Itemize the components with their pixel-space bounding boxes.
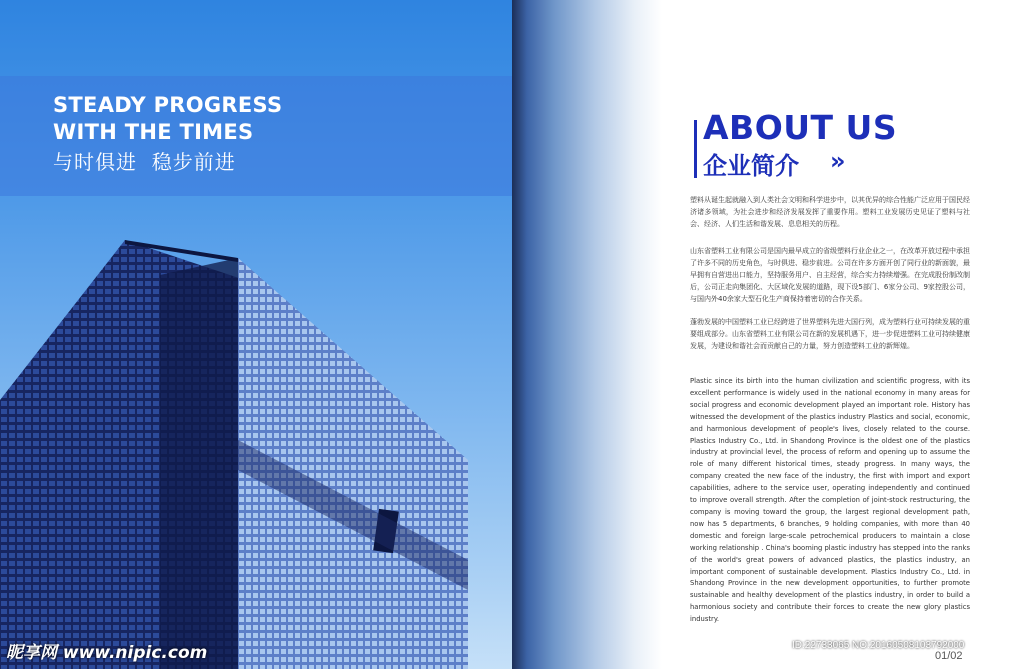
- building-dark-core: [160, 258, 238, 669]
- watermark-id: ID:22733065 NO:20160508103792000: [792, 640, 965, 651]
- page-fold-shadow: [512, 0, 662, 669]
- right-page: [512, 0, 1024, 669]
- en-paragraph: Plastic since its birth into the human civilization and scientific progress, with its excellent performance is widely used in the national economy in many areas for social progress and economic development played an important role. History has witnessed the development of the plastics industry Plastics and social, economic, and harmonious development of people's lives, closely related to the course. Plastics Industry Co., Ltd. in Shandong Province is the oldest one of the plastics industry at provincial level, the process of reform and opening up to assume the role of many different historical times, steady progress. In many ways, the company created the new face of the industry, the first with import and export capabilities, adhere to the service user, operating independently and continued to improve overall strength. After the completion of joint-stock restructuring, the company is moving toward the group, the largest regional development path, now has 5 departments, 6 branches, 9 holding companies, with more than 40 domestic and foreign large-scale petrochemical producers to maintain a close working relationship . China's booming plastic industry has stepped into the ranks of the world's great powers of advanced plastics, the plastics industry, an important component of sustainable development. Plastics Industry Co., Ltd. in Shandong Province in the new development opportunities, to further promote sustainable and healthy development of the plastics industry, in order to build a harmonious society and contribute their forces to create the new glory plastics industry.: [690, 377, 970, 624]
- headline: STEADY PROGRESS WITH THE TIMES: [53, 93, 283, 144]
- subheadline: 与时俱进 稳步前进: [53, 150, 236, 174]
- title-en: ABOUT US: [703, 108, 898, 147]
- cn-paragraph-1: 塑料从诞生起就融入到人类社会文明和科学进步中，以其优异的综合性能广泛应用于国民经济诸多领域，为社会进步和经济发展发挥了重要作用。塑料工业发展历史见证了塑料与社会、经济、人们生活和谐发展、息息相关的历程。: [690, 196, 970, 228]
- title-accent-bar: [694, 120, 697, 178]
- cn-paragraph-2: 山东省塑料工业有限公司是国内最早成立的省级塑料行业企业之一，在改革开放过程中承担了许多不同的历史角色，与时俱进、稳步前进。公司在许多方面开创了同行业的新面貌，最早拥有自营进出口能力，坚持服务用户、自主经营，综合实力持续增强。在完成股份制改制后，公司正走向集团化、大区域化发展的道路，现下设5部门、6家分公司、9家控股公司，与国内外40余家大型石化生产商保持着密切的合作关系。: [690, 247, 970, 303]
- page-number: 01/02: [935, 650, 963, 662]
- watermark-logo-text: 昵享网 www.nipic.com: [6, 643, 208, 663]
- double-chevron-right-icon: »: [830, 147, 846, 175]
- title-cn: 企业简介: [703, 152, 799, 180]
- cn-paragraph-3: 蓬勃发展的中国塑料工业已经跨进了世界塑料先进大国行列，成为塑料行业可持续发展的重要组成部分。山东省塑料工业有限公司在新的发展机遇下，进一步促进塑料工业可持续健康发展，为建设和谐社会而贡献自己的力量，努力创造塑料工业的新辉煌。: [690, 318, 970, 350]
